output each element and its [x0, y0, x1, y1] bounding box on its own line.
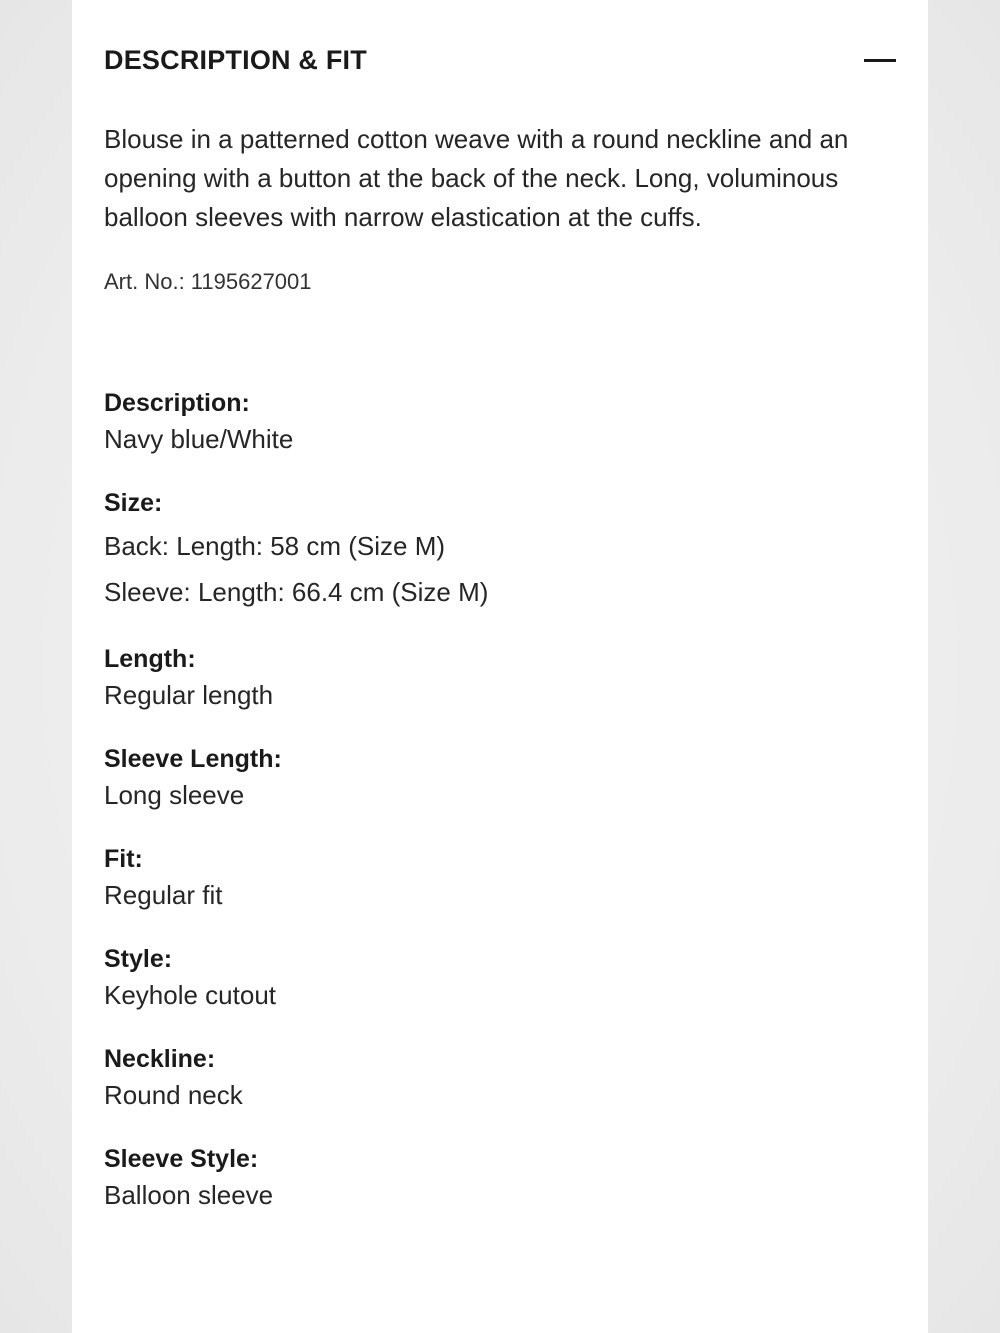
attribute-sleeve-style	[104, 1143, 896, 1215]
attribute-value: Balloon sleeve	[104, 1180, 274, 1210]
attribute-label: Fit:	[104, 845, 143, 873]
attribute-fit	[104, 843, 896, 915]
section-title: DESCRIPTION & FIT	[104, 45, 367, 75]
attribute-label: Sleeve Length:	[104, 745, 282, 773]
attribute-sleeve-length	[104, 743, 896, 815]
attribute-label: Style:	[104, 945, 173, 973]
attribute-neckline	[104, 1043, 896, 1115]
attribute-label: Sleeve Style:	[104, 1145, 259, 1173]
accordion-header[interactable]	[104, 0, 896, 120]
attribute-label: Description:	[104, 389, 250, 417]
attribute-label: Length:	[104, 645, 196, 673]
article-number: Art. No.: 1195627001	[104, 269, 312, 294]
attribute-description	[104, 387, 896, 459]
size-back-value: Back: Length: 58 cm (Size M)	[104, 531, 446, 561]
collapse-button[interactable]	[864, 44, 896, 76]
attribute-value: Regular fit	[104, 880, 223, 910]
attribute-value: Keyhole cutout	[104, 980, 277, 1010]
product-description: Blouse in a patterned cotton weave with a round neckline and an opening with a button at the back of the neck. Long, voluminous balloon sleeves with narrow elastication at the cuffs.	[104, 124, 849, 232]
minus-icon	[864, 59, 896, 62]
attribute-label: Neckline:	[104, 1045, 216, 1073]
description-fit-panel	[72, 0, 928, 1333]
attribute-list	[104, 387, 896, 1215]
attribute-style	[104, 943, 896, 1015]
size-sleeve-value: Sleeve: Length: 66.4 cm (Size M)	[104, 577, 489, 607]
attribute-length	[104, 643, 896, 715]
attribute-value: Navy blue/White	[104, 424, 294, 454]
attribute-value: Round neck	[104, 1080, 243, 1110]
attribute-label: Size:	[104, 489, 163, 517]
attribute-value: Regular length	[104, 680, 274, 710]
attribute-value: Long sleeve	[104, 780, 245, 810]
attribute-size	[104, 487, 896, 615]
